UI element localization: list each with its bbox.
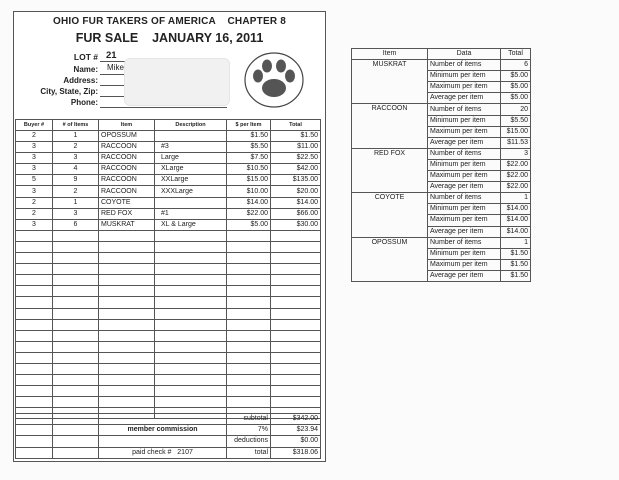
- item-cell: 3: [16, 219, 53, 230]
- blank-row: [16, 363, 321, 374]
- item-cell: $10.50: [227, 164, 271, 175]
- items-header-cell: $ per Item: [227, 120, 271, 131]
- items-header-cell: Item: [99, 120, 155, 131]
- item-cell: #1: [155, 208, 227, 219]
- stats-item-name: COYOTE: [352, 193, 428, 237]
- stats-label: Maximum per item: [428, 259, 501, 270]
- item-cell: $10.00: [227, 186, 271, 197]
- stats-label: Minimum per item: [428, 159, 501, 170]
- item-cell: $42.00: [271, 164, 321, 175]
- blank-row: [16, 286, 321, 297]
- item-cell: Large: [155, 153, 227, 164]
- stats-value: $22.00: [501, 182, 531, 193]
- stats-value: $14.00: [501, 215, 531, 226]
- stats-header-cell: Item: [352, 49, 428, 60]
- item-cell: 3: [53, 153, 99, 164]
- items-header-row: [16, 120, 321, 131]
- stats-item-name: OPOSSUM: [352, 237, 428, 281]
- stats-label: Average per item: [428, 137, 501, 148]
- item-cell: COYOTE: [99, 197, 155, 208]
- table-row: [16, 197, 321, 208]
- item-cell: XLarge: [155, 164, 227, 175]
- stats-header-cell: Total: [501, 49, 531, 60]
- item-cell: $66.00: [271, 208, 321, 219]
- item-cell: [155, 131, 227, 142]
- blank-row: [16, 375, 321, 386]
- item-cell: RACCOON: [99, 142, 155, 153]
- item-cell: 2: [53, 186, 99, 197]
- item-cell: 3: [53, 208, 99, 219]
- total-value: $318.06: [271, 447, 321, 458]
- stats-label: Average per item: [428, 182, 501, 193]
- redacted-area: [124, 58, 230, 106]
- commission-rate: 7%: [227, 425, 271, 436]
- table-row: [16, 153, 321, 164]
- stats-value: $22.00: [501, 171, 531, 182]
- stats-value: $22.00: [501, 159, 531, 170]
- paw-print-icon: [243, 51, 305, 109]
- stats-item-name: RED FOX: [352, 148, 428, 192]
- item-cell: RACCOON: [99, 186, 155, 197]
- name-label: Name:: [73, 65, 98, 74]
- deductions-row: [16, 436, 321, 447]
- stats-value: $1.50: [501, 270, 531, 281]
- stats-label: Number of items: [428, 60, 501, 71]
- item-cell: $7.50: [227, 153, 271, 164]
- blank-row: [16, 253, 321, 264]
- item-stats-table: [351, 48, 531, 282]
- city-label: City, State, Zip:: [40, 87, 98, 96]
- stats-row: [352, 237, 531, 248]
- stats-value: $5.50: [501, 115, 531, 126]
- stats-value: 20: [501, 104, 531, 115]
- item-cell: $11.00: [271, 142, 321, 153]
- summary-table: [15, 413, 321, 459]
- stats-value: 1: [501, 237, 531, 248]
- item-cell: OPOSSUM: [99, 131, 155, 142]
- stats-label: Number of items: [428, 237, 501, 248]
- item-cell: 4: [53, 164, 99, 175]
- stats-value: $1.50: [501, 259, 531, 270]
- total-row: [16, 447, 321, 458]
- subtotal-value: $342.00: [271, 414, 321, 425]
- blank-row: [16, 319, 321, 330]
- item-cell: 3: [16, 164, 53, 175]
- subtotal-row: [16, 414, 321, 425]
- subtotal-label: subtotal: [227, 414, 271, 425]
- item-cell: 6: [53, 219, 99, 230]
- item-cell: $22.00: [227, 208, 271, 219]
- lot-value: 21: [106, 50, 117, 61]
- stats-label: Maximum per item: [428, 82, 501, 93]
- item-cell: XXLarge: [155, 175, 227, 186]
- stats-header-row: [352, 49, 531, 60]
- stats-label: Minimum per item: [428, 71, 501, 82]
- stats-label: Maximum per item: [428, 171, 501, 182]
- table-row: [16, 131, 321, 142]
- stats-value: $5.00: [501, 82, 531, 93]
- stats-label: Minimum per item: [428, 115, 501, 126]
- item-cell: $1.50: [271, 131, 321, 142]
- blank-row: [16, 308, 321, 319]
- item-cell: 2: [53, 142, 99, 153]
- blank-row: [16, 397, 321, 408]
- stats-value: $11.53: [501, 137, 531, 148]
- item-cell: $1.50: [227, 131, 271, 142]
- items-header-cell: Description: [155, 120, 227, 131]
- phone-label: Phone:: [70, 98, 98, 107]
- stats-value: 1: [501, 193, 531, 204]
- org-title: OHIO FUR TAKERS OF AMERICA CHAPTER 8: [53, 16, 286, 27]
- stats-label: Minimum per item: [428, 248, 501, 259]
- item-cell: 3: [16, 153, 53, 164]
- check-number: 2107: [177, 448, 193, 456]
- commission-label: member commission: [99, 425, 227, 436]
- table-row: [16, 208, 321, 219]
- stats-value: $1.50: [501, 248, 531, 259]
- item-cell: $15.00: [227, 175, 271, 186]
- stats-row: [352, 60, 531, 71]
- deductions-label: deductions: [227, 436, 271, 447]
- blank-row: [16, 275, 321, 286]
- table-row: [16, 164, 321, 175]
- blank-row: [16, 386, 321, 397]
- item-cell: $22.50: [271, 153, 321, 164]
- check-label: paid check #: [132, 448, 172, 456]
- stats-item-name: RACCOON: [352, 104, 428, 148]
- item-cell: $30.00: [271, 219, 321, 230]
- stats-value: $5.00: [501, 93, 531, 104]
- stats-label: Minimum per item: [428, 204, 501, 215]
- lot-label: LOT #: [73, 52, 98, 62]
- table-row: [16, 219, 321, 230]
- stats-row: [352, 104, 531, 115]
- stats-label: Average per item: [428, 270, 501, 281]
- item-cell: 2: [16, 197, 53, 208]
- address-label: Address:: [63, 76, 98, 85]
- item-cell: 5: [16, 175, 53, 186]
- item-cell: RED FOX: [99, 208, 155, 219]
- stats-label: Average per item: [428, 93, 501, 104]
- stats-value: $14.00: [501, 204, 531, 215]
- blank-row: [16, 297, 321, 308]
- stats-value: 6: [501, 60, 531, 71]
- item-cell: MUSKRAT: [99, 219, 155, 230]
- item-cell: $20.00: [271, 186, 321, 197]
- items-header-cell: # of Items: [53, 120, 99, 131]
- stats-row: [352, 148, 531, 159]
- blank-row: [16, 241, 321, 252]
- stats-item-name: MUSKRAT: [352, 60, 428, 104]
- item-cell: 1: [53, 131, 99, 142]
- item-cell: $14.00: [271, 197, 321, 208]
- item-cell: #3: [155, 142, 227, 153]
- stats-label: Maximum per item: [428, 126, 501, 137]
- item-cell: [155, 197, 227, 208]
- blank-row: [16, 330, 321, 341]
- stats-label: Maximum per item: [428, 215, 501, 226]
- stats-label: Number of items: [428, 104, 501, 115]
- table-row: [16, 142, 321, 153]
- item-cell: 2: [16, 131, 53, 142]
- item-cell: 3: [16, 186, 53, 197]
- stats-value: $15.00: [501, 126, 531, 137]
- stats-label: Number of items: [428, 193, 501, 204]
- stats-value: $14.00: [501, 226, 531, 237]
- blank-row: [16, 264, 321, 275]
- fur-sale-sheet: [13, 11, 326, 462]
- stats-header-cell: Data: [428, 49, 501, 60]
- stats-value: $5.00: [501, 71, 531, 82]
- table-row: [16, 175, 321, 186]
- items-table: [15, 119, 321, 419]
- commission-value: $23.94: [271, 425, 321, 436]
- stats-label: Number of items: [428, 148, 501, 159]
- item-cell: $5.50: [227, 142, 271, 153]
- item-cell: RACCOON: [99, 164, 155, 175]
- paid-check: [99, 447, 227, 458]
- deductions-value: $0.00: [271, 436, 321, 447]
- stats-label: Average per item: [428, 226, 501, 237]
- stats-row: [352, 193, 531, 204]
- stats-value: 3: [501, 148, 531, 159]
- item-cell: RACCOON: [99, 175, 155, 186]
- total-label: total: [227, 447, 271, 458]
- items-header-cell: Buyer #: [16, 120, 53, 131]
- item-cell: $135.00: [271, 175, 321, 186]
- table-row: [16, 186, 321, 197]
- item-cell: $14.00: [227, 197, 271, 208]
- item-cell: $5.00: [227, 219, 271, 230]
- items-header-cell: Total: [271, 120, 321, 131]
- blank-row: [16, 230, 321, 241]
- item-cell: 3: [16, 142, 53, 153]
- sale-title: FUR SALE JANUARY 16, 2011: [75, 31, 264, 45]
- item-cell: 1: [53, 197, 99, 208]
- blank-row: [16, 341, 321, 352]
- item-cell: 9: [53, 175, 99, 186]
- item-cell: RACCOON: [99, 153, 155, 164]
- item-cell: 2: [16, 208, 53, 219]
- item-cell: XXXLarge: [155, 186, 227, 197]
- name-value: Mike: [107, 63, 124, 72]
- item-cell: XL & Large: [155, 219, 227, 230]
- blank-row: [16, 352, 321, 363]
- commission-row: [16, 425, 321, 436]
